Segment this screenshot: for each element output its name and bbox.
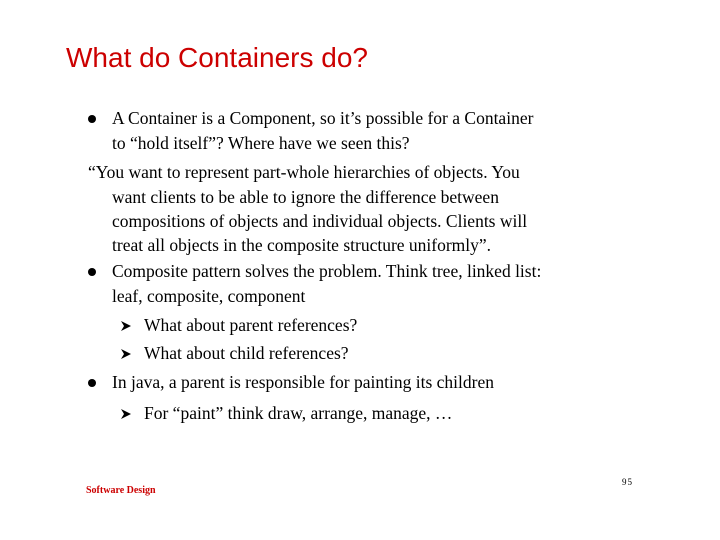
bullet-1-line-2: to “hold itself”? Where have we seen this? [112, 133, 410, 153]
bullet-2-line-2: leaf, composite, component [112, 286, 306, 306]
page-number: 95 [622, 477, 633, 487]
quote-line-4: treat all objects in the composite structure uniformly”. [112, 235, 492, 255]
quote-line-2: want clients to be able to ignore the difference between [112, 187, 499, 207]
bullet-2-sub-2: What about child references? [144, 343, 349, 363]
quote-line-3: compositions of objects and individual objects. Clients will [112, 211, 528, 231]
bullet-2-line-1: Composite pattern solves the problem. Think tree, linked list: [112, 261, 542, 281]
bullet-3-line-1: In java, a parent is responsible for painting its children [112, 372, 494, 392]
bullet-1-line-1: A Container is a Component, so it’s possible for a Container [112, 108, 534, 128]
arrow-bullet-icon [120, 320, 132, 332]
arrow-bullet-icon [120, 408, 132, 420]
bullet-dot-icon [88, 268, 96, 276]
bullet-dot-icon [88, 379, 96, 387]
slide-title: What do Containers do? [66, 42, 368, 73]
arrow-bullet-icon [120, 348, 132, 360]
footer-label: Software Design [86, 485, 156, 496]
bullet-3-sub-1: For “paint” think draw, arrange, manage, … [144, 403, 453, 423]
bullet-2-sub-1: What about parent references? [144, 315, 358, 335]
bullet-dot-icon [88, 115, 96, 123]
quote-line-1: “You want to represent part-whole hierarchies of objects. You [88, 162, 520, 182]
